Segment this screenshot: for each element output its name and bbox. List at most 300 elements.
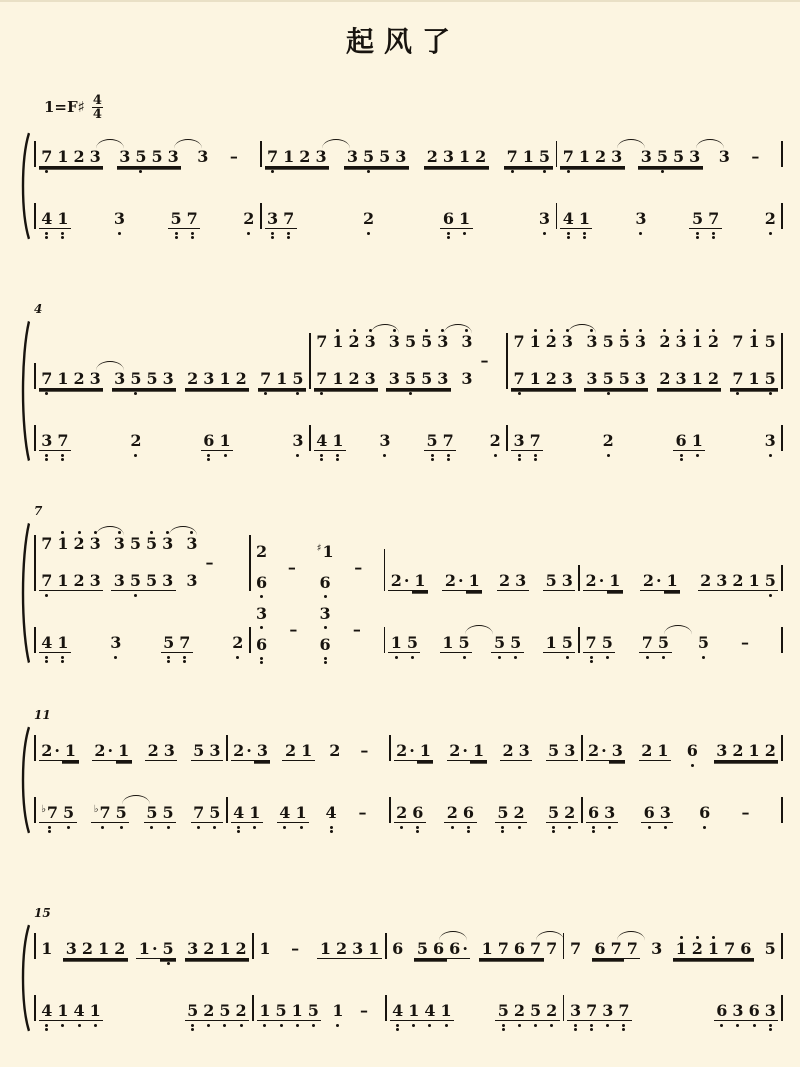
octave-dot <box>183 656 186 659</box>
note <box>39 996 55 1032</box>
note-digit: 5 <box>529 1001 542 1020</box>
note-value <box>414 940 430 959</box>
octave-dots-below <box>447 229 450 240</box>
note <box>456 628 472 664</box>
barline <box>249 627 251 653</box>
note-value <box>470 742 486 761</box>
note-value <box>424 148 440 167</box>
note-value <box>456 634 472 653</box>
note-digit: 1 <box>666 571 678 590</box>
note-value <box>185 1002 201 1021</box>
note <box>254 633 270 664</box>
note-value <box>491 634 507 653</box>
note <box>546 736 562 772</box>
note <box>195 142 211 178</box>
note <box>149 142 165 178</box>
note-digit: 3 <box>292 431 304 450</box>
barline-column <box>778 132 786 240</box>
octave-dot <box>412 1024 415 1027</box>
note-value <box>314 370 330 389</box>
note-value <box>330 370 346 389</box>
note-digit: 4 <box>392 1001 404 1020</box>
note-value <box>281 210 297 229</box>
note-digit: 5 <box>538 147 551 166</box>
note-digit: 3 <box>518 741 530 760</box>
note-digit: 3 <box>186 534 198 553</box>
note-digit: 1 <box>368 939 380 958</box>
staff-line <box>583 566 778 602</box>
upper-staff-measure <box>586 726 779 772</box>
note-digit: 1 <box>98 939 110 958</box>
note-digit: 2 <box>73 534 85 553</box>
note-value <box>516 742 532 761</box>
note-value <box>195 148 211 167</box>
note-value <box>657 370 673 389</box>
note-digit: 5 <box>561 633 573 652</box>
octave-dots-below <box>213 823 216 834</box>
upper-staff-measure <box>257 924 382 970</box>
dash-note <box>475 346 494 382</box>
rhythm-dot: · <box>462 741 468 760</box>
note <box>762 736 778 772</box>
note-value <box>366 940 382 959</box>
note-digit: 5 <box>219 1001 231 1020</box>
note <box>616 364 632 400</box>
barline-column <box>381 522 389 664</box>
octave-dots-below <box>736 389 739 400</box>
note-value <box>185 940 201 959</box>
note-value <box>184 535 200 554</box>
note-value <box>362 370 378 389</box>
rhythm-dot: · <box>655 571 662 590</box>
note-value <box>705 333 721 352</box>
note-value <box>258 370 274 389</box>
note-value <box>201 1002 217 1021</box>
note-value <box>377 432 393 451</box>
dash-note <box>282 553 301 589</box>
note-value <box>313 148 329 167</box>
note-value <box>111 572 127 591</box>
octave-dots-below <box>769 229 772 240</box>
note-digit: 2 <box>475 147 487 166</box>
octave-dot <box>45 660 48 663</box>
note-digit: 2 <box>390 571 402 590</box>
octave-dot <box>260 661 263 664</box>
note <box>87 996 103 1032</box>
octave-dots-below <box>568 823 571 834</box>
octave-dot <box>237 830 240 833</box>
octave-dots-below <box>607 389 610 400</box>
note <box>762 934 778 970</box>
note-digit: 4 <box>41 209 53 228</box>
measure <box>39 924 249 1032</box>
octave-dots-below <box>680 451 683 462</box>
note-digit: 2 <box>513 803 525 822</box>
octave-dots-below <box>583 229 586 240</box>
note-value <box>207 804 223 823</box>
octave-dot <box>400 826 403 829</box>
system-1 <box>20 132 786 240</box>
octave-dots-below <box>45 591 48 602</box>
octave-dots-below <box>330 823 333 834</box>
note <box>560 204 576 240</box>
note-digit: 6 <box>433 939 445 958</box>
barline <box>556 141 558 167</box>
note-digit: 5 <box>307 1001 319 1020</box>
upper-staff-measure <box>265 132 553 178</box>
note-digit: 3 <box>162 571 174 590</box>
note <box>431 934 447 970</box>
octave-dot <box>183 660 186 663</box>
note-digit: 3 <box>186 571 198 590</box>
note-digit: 7 <box>41 571 53 590</box>
note-value <box>560 148 576 167</box>
measure <box>567 924 778 1032</box>
note-digit: 2 <box>707 332 719 351</box>
octave-dot <box>61 1024 64 1027</box>
note-digit: – <box>741 803 750 822</box>
note-digit: 2 <box>73 147 85 166</box>
note-value <box>714 742 730 761</box>
octave-dots-below <box>61 451 64 462</box>
octave-dots-below <box>367 167 370 178</box>
note-value <box>417 742 433 761</box>
octave-dots-below <box>409 389 412 400</box>
note <box>254 571 270 602</box>
rhythm-dot: · <box>54 741 60 760</box>
note-value <box>440 210 456 229</box>
note-value <box>346 370 362 389</box>
barline <box>563 933 565 959</box>
note <box>543 364 559 400</box>
note-value <box>299 742 315 761</box>
note-digit: 1 <box>57 571 69 590</box>
octave-dots-below <box>518 1021 521 1032</box>
note-digit: 5 <box>146 534 158 553</box>
octave-dot <box>518 1024 521 1027</box>
note <box>254 540 270 571</box>
note <box>495 996 511 1032</box>
system-brace <box>20 924 30 1032</box>
note-digit: 3 <box>437 369 449 388</box>
note-digit: 7 <box>442 431 454 450</box>
barline <box>252 933 254 959</box>
note <box>217 426 233 462</box>
staff-line <box>254 602 381 664</box>
note <box>511 996 527 1032</box>
note <box>71 142 87 178</box>
note-digit: 5 <box>602 332 614 351</box>
note <box>394 798 410 834</box>
note-digit: 5 <box>764 332 776 351</box>
note <box>402 327 418 363</box>
note-digit: 4 <box>41 1001 53 1020</box>
note-digit: 7 <box>316 332 328 351</box>
note <box>39 364 55 400</box>
upper-staff-measure <box>39 522 246 602</box>
note-digit: 3 <box>764 1001 776 1020</box>
note <box>508 628 524 664</box>
note <box>559 566 575 602</box>
note <box>543 566 559 602</box>
note-digit: 6 <box>699 803 711 822</box>
barline-column <box>778 522 786 664</box>
note-digit: 2 <box>187 369 199 388</box>
upper-bar-slot <box>34 924 36 970</box>
note <box>410 798 426 834</box>
staff-line <box>567 996 778 1032</box>
note-digit: 1 <box>259 1001 271 1020</box>
note-digit: 5 <box>764 939 776 958</box>
octave-dot <box>191 236 194 239</box>
upper-bar-slot <box>556 132 558 178</box>
note-value <box>632 370 648 389</box>
system-block-3 <box>20 504 786 664</box>
octave-dots-below <box>463 229 466 240</box>
note-value <box>705 940 721 959</box>
note-value <box>402 370 418 389</box>
note <box>160 798 176 834</box>
note-value <box>684 742 700 761</box>
note-digit: 6 <box>392 939 404 958</box>
note-digit: 5 <box>130 369 142 388</box>
note-digit: 5 <box>618 369 630 388</box>
note-digit: 5 <box>115 803 127 822</box>
octave-dots-below <box>550 1021 553 1032</box>
note-digit: 6 <box>675 431 687 450</box>
octave-dots-below <box>769 591 772 602</box>
note-value <box>330 333 346 352</box>
octave-dot <box>367 232 370 235</box>
octave-dots-below <box>502 1021 505 1032</box>
note-digit: 1 <box>442 633 454 652</box>
note-value <box>55 370 71 389</box>
octave-dots-below <box>606 653 609 664</box>
note-value <box>55 535 71 554</box>
note-digit: 3 <box>513 431 525 450</box>
note-value <box>639 742 655 761</box>
note-value <box>714 572 730 591</box>
octave-dot <box>61 656 64 659</box>
octave-dot <box>567 232 570 235</box>
note-value <box>333 940 349 959</box>
note <box>459 364 475 400</box>
note-value <box>600 333 616 352</box>
octave-dots-below <box>120 823 123 834</box>
upper-staff-measure <box>388 522 575 602</box>
note-digit: 1 <box>118 741 130 760</box>
dash-note <box>746 142 765 178</box>
octave-dots-below <box>207 451 210 462</box>
octave-dots-below <box>336 1021 339 1032</box>
note-value <box>543 572 559 591</box>
note <box>314 364 330 400</box>
note-value <box>354 1002 373 1021</box>
octave-dot <box>769 392 772 395</box>
note <box>293 798 309 834</box>
note <box>330 327 346 363</box>
note-value <box>254 574 270 593</box>
voice-stack <box>39 529 200 602</box>
note-value <box>39 634 55 653</box>
note <box>217 934 233 970</box>
barline <box>581 797 583 823</box>
barline <box>563 995 565 1021</box>
note-digit: 3 <box>604 803 616 822</box>
octave-dot <box>664 826 667 829</box>
dash-note <box>286 934 305 970</box>
note-digit: 5 <box>657 633 670 652</box>
note-digit: 3 <box>561 332 573 351</box>
note-value <box>39 1002 55 1021</box>
note <box>39 798 61 834</box>
note-value <box>730 742 746 761</box>
octave-dots-below <box>134 591 137 602</box>
octave-dot <box>45 454 48 457</box>
note-digit: 6 <box>740 939 752 958</box>
lower-bar-slot <box>556 198 558 240</box>
note-value <box>444 804 460 823</box>
octave-dot <box>320 458 323 461</box>
note-value <box>344 148 360 167</box>
note-value <box>323 804 339 823</box>
note-digit: 1 <box>332 431 344 450</box>
note-value <box>431 940 447 959</box>
upper-bar-slot <box>34 320 36 400</box>
note-value <box>562 742 578 761</box>
note-value <box>191 804 207 823</box>
lower-bar-slot <box>578 622 580 664</box>
note <box>185 934 201 970</box>
note <box>258 364 274 400</box>
note-value <box>459 333 475 352</box>
staff-line <box>39 426 306 462</box>
note-value <box>616 370 632 389</box>
note <box>576 204 592 240</box>
key-time-signature <box>44 94 788 120</box>
note-value <box>39 432 55 451</box>
octave-dots-below <box>395 653 398 664</box>
note <box>185 996 201 1032</box>
note-value <box>112 940 128 959</box>
note-digit: 1 <box>332 369 344 388</box>
note-value <box>459 370 475 389</box>
note-value <box>559 333 575 352</box>
note-value <box>735 634 754 653</box>
note <box>559 364 575 400</box>
octave-dots-below <box>320 389 323 400</box>
note-digit: 3 <box>89 571 101 590</box>
note-value <box>233 370 249 389</box>
octave-dot <box>712 232 715 235</box>
note-value <box>559 370 575 389</box>
note-digit: 3 <box>89 534 101 553</box>
note <box>698 566 714 602</box>
octave-dots-below <box>264 389 267 400</box>
note-digit: 1 <box>138 939 150 958</box>
barline <box>385 995 387 1021</box>
lower-staff-measure <box>231 792 386 834</box>
note <box>184 529 200 565</box>
note-digit: 5 <box>209 803 221 822</box>
note-digit: 1 <box>332 332 344 351</box>
note-value <box>55 634 71 653</box>
measure <box>231 726 386 834</box>
note <box>649 934 665 970</box>
octave-dot <box>324 657 327 660</box>
note-digit: 3 <box>89 147 101 166</box>
note <box>527 934 543 970</box>
rhythm-dot: · <box>246 741 252 760</box>
note <box>233 364 249 400</box>
note <box>92 736 116 772</box>
octave-dot <box>639 232 642 235</box>
note-digit: 1 <box>219 369 231 388</box>
note-digit: 1 <box>748 571 760 590</box>
note-value <box>762 370 778 389</box>
upper-bar-slot <box>781 522 783 602</box>
note <box>113 798 129 834</box>
note-digit: 2 <box>446 803 458 822</box>
note-value <box>559 634 575 653</box>
note-digit: 6 <box>716 1001 728 1020</box>
note-value <box>144 804 160 823</box>
note-digit: 7 <box>41 369 53 388</box>
note-digit: 5 <box>548 741 560 760</box>
octave-dot <box>608 826 611 829</box>
note <box>705 934 721 970</box>
octave-dot <box>61 458 64 461</box>
note-value <box>55 210 71 229</box>
note <box>317 571 333 602</box>
lower-bar-slot <box>781 792 783 834</box>
note-digit: 1 <box>57 147 69 166</box>
note <box>366 934 382 970</box>
octave-dot <box>45 656 48 659</box>
octave-dot <box>514 656 517 659</box>
barline-column <box>575 522 583 664</box>
note <box>217 364 233 400</box>
octave-dot <box>45 458 48 461</box>
note-digit: 6 <box>643 803 655 822</box>
note-value <box>632 333 648 352</box>
note <box>201 996 217 1032</box>
note <box>185 364 201 400</box>
note <box>168 204 184 240</box>
note <box>616 327 632 363</box>
lower-bar-slot <box>226 792 228 834</box>
note-digit: – <box>289 620 298 639</box>
note-value <box>447 940 471 959</box>
note <box>87 529 103 565</box>
note <box>632 364 648 400</box>
note-value <box>71 370 87 389</box>
note-digit: 3 <box>461 332 473 351</box>
octave-dot <box>447 458 450 461</box>
note <box>265 204 281 240</box>
note <box>495 798 511 834</box>
note-digit: 3 <box>197 147 209 166</box>
note-value <box>544 940 560 959</box>
octave-dot <box>567 236 570 239</box>
lower-bar-slot <box>563 990 565 1032</box>
note-value <box>71 148 87 167</box>
note-digit: 3 <box>675 369 687 388</box>
note <box>746 364 762 400</box>
octave-dot <box>396 1024 399 1027</box>
note-value <box>762 333 778 352</box>
note-value <box>435 370 451 389</box>
